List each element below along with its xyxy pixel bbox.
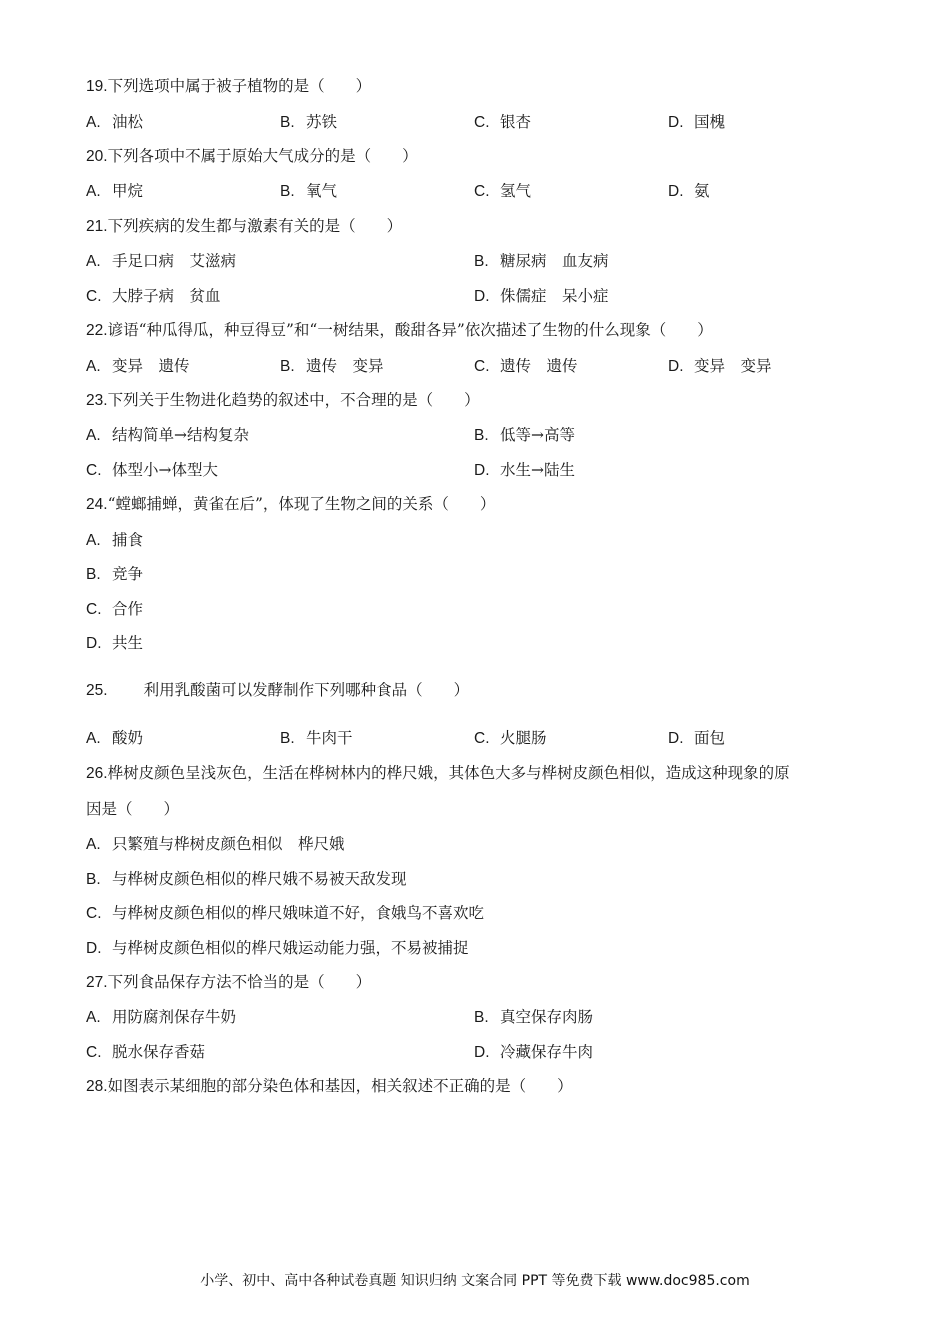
option-24-b xyxy=(86,564,143,585)
option-letter: D. xyxy=(86,635,102,652)
option-text: 银杏 xyxy=(500,113,532,131)
option-letter: D. xyxy=(474,288,490,305)
option-20-b xyxy=(280,181,337,202)
option-letter: C. xyxy=(86,462,102,479)
option-text: 脱水保存香菇 xyxy=(112,1043,206,1061)
option-text: 侏儒症 呆小症 xyxy=(500,287,609,305)
option-25-c xyxy=(474,728,547,749)
option-27-c xyxy=(86,1042,205,1063)
option-letter: A. xyxy=(86,114,101,131)
option-text: 油松 xyxy=(112,113,144,131)
option-text: 冷藏保存牛肉 xyxy=(500,1043,594,1061)
question-stem-26 xyxy=(86,763,790,784)
option-text: 用防腐剂保存牛奶 xyxy=(112,1008,237,1026)
option-26-d xyxy=(86,938,469,959)
question-text: 谚语“种瓜得瓜，种豆得豆”和“一树结果，酸甜各异”依次描述了生物的什么现象（ ） xyxy=(107,321,713,339)
question-text: 下列食品保存方法不恰当的是（ ） xyxy=(107,973,372,991)
option-letter: C. xyxy=(474,358,490,375)
option-letter: B. xyxy=(280,730,295,747)
option-text: 水生→陆生 xyxy=(500,461,575,479)
question-stem-28 xyxy=(86,1076,573,1097)
option-25-a xyxy=(86,728,143,749)
option-letter: C. xyxy=(474,730,490,747)
question-number: 22. xyxy=(86,322,108,339)
option-text: 遗传 变异 xyxy=(306,357,384,375)
question-text: 桦树皮颜色呈浅灰色，生活在桦树林内的桦尺娥，其体色大多与桦树皮颜色相似，造成这种现象的原 xyxy=(107,764,790,782)
question-text: “螳螂捕蝉，黄雀在后”，体现了生物之间的关系（ ） xyxy=(107,495,496,513)
option-text: 氧气 xyxy=(306,182,338,200)
option-text: 面包 xyxy=(694,729,726,747)
option-text: 手足口病 艾滋病 xyxy=(112,252,237,270)
option-27-d xyxy=(474,1042,593,1063)
option-text: 只繁殖与桦树皮颜色相似 桦尺娥 xyxy=(112,835,345,853)
option-19-d xyxy=(668,112,725,133)
option-letter: B. xyxy=(280,114,295,131)
option-letter: B. xyxy=(280,358,295,375)
option-letter: D. xyxy=(668,358,684,375)
option-23-d xyxy=(474,460,575,481)
question-number: 19. xyxy=(86,78,108,95)
option-19-a xyxy=(86,112,143,133)
question-number: 28. xyxy=(86,1078,108,1095)
option-20-c xyxy=(474,181,531,202)
option-letter: A. xyxy=(86,427,101,444)
question-stem-26-cont: 因是（ ） xyxy=(86,800,180,818)
option-22-d xyxy=(668,356,772,377)
option-19-c xyxy=(474,112,531,133)
question-stem-19 xyxy=(86,76,371,97)
option-text: 捕食 xyxy=(112,531,144,549)
option-22-c xyxy=(474,356,578,377)
option-letter: A. xyxy=(86,253,101,270)
option-24-d xyxy=(86,633,143,654)
option-text: 遗传 遗传 xyxy=(500,357,578,375)
option-text: 糖尿病 血友病 xyxy=(500,252,609,270)
question-stem-24 xyxy=(86,494,495,515)
option-text: 与桦树皮颜色相似的桦尺娥运动能力强，不易被捕捉 xyxy=(112,939,469,957)
option-text: 变异 遗传 xyxy=(112,357,190,375)
option-24-a xyxy=(86,530,143,551)
option-letter: D. xyxy=(474,462,490,479)
option-text: 共生 xyxy=(112,634,144,652)
option-text: 竞争 xyxy=(112,565,144,583)
question-number: 25. xyxy=(86,682,108,699)
option-21-c xyxy=(86,286,221,307)
option-letter: C. xyxy=(86,288,102,305)
question-text: 下列各项中不属于原始大气成分的是（ ） xyxy=(107,147,418,165)
option-text: 酸奶 xyxy=(112,729,144,747)
option-text: 甲烷 xyxy=(112,182,144,200)
option-text: 苏铁 xyxy=(306,113,338,131)
question-stem-21 xyxy=(86,216,402,237)
option-letter: A. xyxy=(86,1009,101,1026)
option-letter: A. xyxy=(86,730,101,747)
page-footer: 小学、初中、高中各种试卷真题 知识归纳 文案合同 PPT 等免费下载 www.doc985.com xyxy=(200,1273,750,1289)
option-text: 牛肉干 xyxy=(306,729,353,747)
option-letter: D. xyxy=(668,183,684,200)
option-23-c xyxy=(86,460,218,481)
option-text: 氨 xyxy=(694,182,710,200)
option-letter: A. xyxy=(86,183,101,200)
option-letter: D. xyxy=(86,940,102,957)
option-23-b xyxy=(474,425,575,446)
option-text: 与桦树皮颜色相似的桦尺娥味道不好，食娥鸟不喜欢吃 xyxy=(112,904,485,922)
option-letter: C. xyxy=(86,905,102,922)
option-25-d xyxy=(668,728,725,749)
option-22-a xyxy=(86,356,190,377)
question-stem-23 xyxy=(86,390,480,411)
option-text: 体型小→体型大 xyxy=(112,461,218,479)
option-text: 火腿肠 xyxy=(500,729,547,747)
option-24-c xyxy=(86,599,143,620)
option-text: 结构简单→结构复杂 xyxy=(112,426,249,444)
option-text: 变异 变异 xyxy=(694,357,772,375)
question-text: 如图表示某细胞的部分染色体和基因，相关叙述不正确的是（ ） xyxy=(107,1077,573,1095)
option-letter: D. xyxy=(474,1044,490,1061)
option-21-a xyxy=(86,251,236,272)
option-22-b xyxy=(280,356,384,377)
option-letter: D. xyxy=(668,730,684,747)
option-letter: A. xyxy=(86,532,101,549)
question-number: 20. xyxy=(86,148,108,165)
option-20-a xyxy=(86,181,143,202)
option-letter: C. xyxy=(86,1044,102,1061)
question-text: 下列疾病的发生都与激素有关的是（ ） xyxy=(107,217,403,235)
option-26-b xyxy=(86,869,407,890)
option-text: 与桦树皮颜色相似的桦尺娥不易被天敌发现 xyxy=(112,870,407,888)
option-letter: A. xyxy=(86,358,101,375)
option-27-a xyxy=(86,1007,236,1028)
option-letter: C. xyxy=(474,114,490,131)
option-text: 氢气 xyxy=(500,182,532,200)
option-27-b xyxy=(474,1007,593,1028)
option-26-c xyxy=(86,903,484,924)
option-text: 大脖子病 贫血 xyxy=(112,287,221,305)
option-text: 合作 xyxy=(112,600,144,618)
question-text: 下列选项中属于被子植物的是（ ） xyxy=(107,77,372,95)
question-text: 下列关于生物进化趋势的叙述中，不合理的是（ ） xyxy=(107,391,480,409)
option-text: 真空保存肉肠 xyxy=(500,1008,594,1026)
option-letter: B. xyxy=(474,1009,489,1026)
option-21-b xyxy=(474,251,609,272)
question-number: 27. xyxy=(86,974,108,991)
question-stem-20 xyxy=(86,146,418,167)
option-letter: B. xyxy=(280,183,295,200)
option-25-b xyxy=(280,728,353,749)
question-stem-27 xyxy=(86,972,371,993)
option-19-b xyxy=(280,112,337,133)
option-letter: B. xyxy=(474,427,489,444)
question-number: 24. xyxy=(86,496,108,513)
option-23-a xyxy=(86,425,249,446)
option-text: 低等→高等 xyxy=(500,426,575,444)
option-letter: C. xyxy=(474,183,490,200)
question-number: 26. xyxy=(86,765,108,782)
option-letter: D. xyxy=(668,114,684,131)
question-text: 利用乳酸菌可以发酵制作下列哪种食品（ ） xyxy=(143,681,470,699)
question-stem-25 xyxy=(86,680,469,701)
question-number: 23. xyxy=(86,392,108,409)
option-21-d xyxy=(474,286,609,307)
option-26-a xyxy=(86,834,345,855)
option-text: 国槐 xyxy=(694,113,726,131)
option-letter: B. xyxy=(474,253,489,270)
question-stem-22 xyxy=(86,320,713,341)
option-letter: B. xyxy=(86,566,101,583)
option-letter: A. xyxy=(86,836,101,853)
option-20-d xyxy=(668,181,710,202)
question-number: 21. xyxy=(86,218,108,235)
option-letter: C. xyxy=(86,601,102,618)
option-letter: B. xyxy=(86,871,101,888)
